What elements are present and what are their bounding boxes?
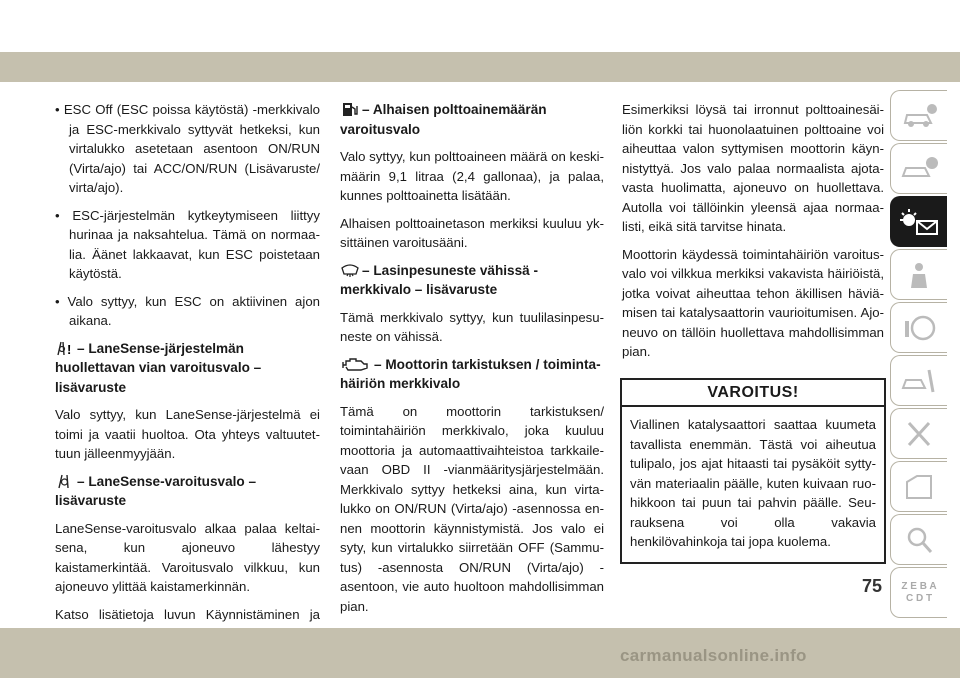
section-heading: ! – LaneSense-järjestelmän huollettavan vian varoitusvalo – lisävaruste: [55, 340, 262, 395]
section-heading: – Moottorin tarkistuksen / toimintahäiriön merkkivalo: [340, 356, 601, 391]
alphabet-index-icon: Z E B A C D T: [901, 580, 937, 604]
warning-title: VAROITUS!: [622, 380, 884, 408]
seatbelt-person-icon: [899, 260, 939, 290]
tab-seatbelt[interactable]: [890, 249, 947, 300]
tab-maintenance[interactable]: [890, 408, 947, 459]
warning-box: [620, 378, 886, 564]
list-item: • ESC-järjestelmän kytkeytymiseen liittyy hurinaa ja naksahtelua. Tämä on normaalia. Äänet lakkaavat, kun ESC poistetaan käytöstä.: [55, 207, 320, 281]
car-wrench-icon: [899, 366, 939, 396]
steering-wheel-icon: [899, 313, 939, 343]
chapter-tabs: [890, 90, 948, 620]
paragraph: Tämä merkkivalo syttyy, kun tuulilasinpesuneste on vähissä.: [340, 309, 604, 344]
car-info-icon: [899, 101, 939, 131]
tab-emergency[interactable]: [890, 355, 947, 406]
paragraph: Valo syttyy, kun polttoaineen määrä on keskimäärin 9,1 litraa (2,4 gallonaa), ja palaa, kunnes polttoainetta lisätään.: [340, 149, 604, 203]
tab-car-search[interactable]: [890, 143, 947, 194]
list-item: • Valo syttyy, kun ESC on aktiivinen ajon aikana.: [55, 293, 320, 328]
magnifier-icon: [899, 525, 939, 555]
washer-fluid-icon: [340, 262, 360, 278]
tab-index[interactable]: [890, 567, 947, 618]
column-1: [55, 100, 320, 652]
section-heading: – Alhaisen polttoainemäärän varoitusvalo: [340, 102, 547, 137]
warning-light-message-icon: [897, 207, 941, 237]
section-heading: – Lasinpesuneste vähissä -merkkivalo – lisävaruste: [340, 262, 539, 297]
column-3: [622, 100, 884, 564]
paragraph: Alhaisen polttoainetason merkiksi kuuluu yksittäinen varoitusääni.: [340, 215, 604, 250]
paragraph: Katso lisätietoja luvun Käynnistäminen ja: [55, 606, 320, 622]
top-band: [0, 52, 960, 82]
fuel-pump-icon: [340, 101, 360, 117]
svg-text:!: !: [67, 341, 72, 356]
section-heading: – LaneSense-varoitusvalo – lisävaruste: [55, 473, 257, 508]
paragraph: Tämä on moottorin tarkistuksen/ toimintahäiriön merkkivalo, joka kuuluu moottoria ja automaattivaihteistoa tarkkailevaan OBD II -vianmääritysjärjestelmään. Merkkivalo syttyy hetkeksi aina, kun virtalukko on ON/RUN (Virta/ajo) -asennossa ennen moottorin käynnistymistä. Jos valo ei syty, kun virtalukko siirretään OFF (Sammutus) -asennosta ON/RUN (Virta/ajo) -asentoon, vie auto huoltoon mahdollisimman pian.: [340, 403, 604, 614]
warning-text: Viallinen katalysaattori saattaa kuumeta tavallista enemmän. Tästä voi aiheutua tulipalo, jos ajat hitaasti tai pysäköit syttyvän materiaalin päälle, kuten kuivaan ruohikkoon tai puun tai pahvin päälle. Seurauksena voi olla vakavia henkilövahinkoja tai jopa kuolema.: [630, 417, 876, 549]
tab-warning-lights[interactable]: [890, 196, 947, 247]
tab-specifications[interactable]: [890, 461, 947, 512]
check-engine-icon: [340, 356, 372, 372]
paragraph: LaneSense-varoitusvalo alkaa palaa keltaisena, kun ajoneuvo lähestyy kaistamerkintää. Varoitusvalo vilkkuu, kun ajoneuvo ylittää kaistamerkinnän.: [55, 520, 320, 594]
lanesense-warning-icon: [55, 473, 75, 489]
car-door-icon: [899, 472, 939, 502]
paragraph: Moottorin käydessä toimintahäiriön varoitusvalo voi vilkkua merkiksi vakavista häiriöistä, jotka voivat aiheuttaa tehon äkillisen häviämisen tai katalysaattorin vaurioitumisen. Ajoneuvo on tällöin huollettava mahdollisimman pian.: [622, 246, 884, 359]
list-item: • ESC Off (ESC poissa käytöstä) -merkkivalo ja ESC-merkkivalo syttyvät hetkeksi, kun virtalukko asetetaan asentoon ON/RUN (Virta/ajo) tai ACC/ON/RUN (Lisävaruste/ virta/ajo).: [55, 102, 320, 195]
tab-car-info[interactable]: [890, 90, 947, 141]
lanesense-service-icon: [55, 340, 75, 356]
tools-icon: [899, 419, 939, 449]
column-2: [340, 100, 604, 624]
car-search-icon: [899, 154, 939, 184]
page-number: 75: [862, 576, 883, 596]
tab-search[interactable]: [890, 514, 947, 565]
tab-driving[interactable]: [890, 302, 947, 353]
watermark: carmanualsonline.info: [620, 646, 807, 665]
paragraph: Valo syttyy, kun LaneSense-järjestelmä ei toimi ja vaatii huoltoa. Ota yhteys valtuutettuun jälleenmyyjään.: [55, 407, 320, 461]
paragraph: Esimerkiksi löysä tai irronnut polttoainesäiliön korkki tai huonolaatuinen polttoaine voi aiheuttaa valon syttymisen moottorin käynnistyttyä. Jos valo palaa normaalista ajotavasta huolimatta, ajoneuvo on huollettava. Autolla voi tällöinkin yleensä ajaa normaalisti, eikä sitä tarvitse hinata.: [622, 102, 884, 234]
bottom-band: [0, 628, 960, 678]
